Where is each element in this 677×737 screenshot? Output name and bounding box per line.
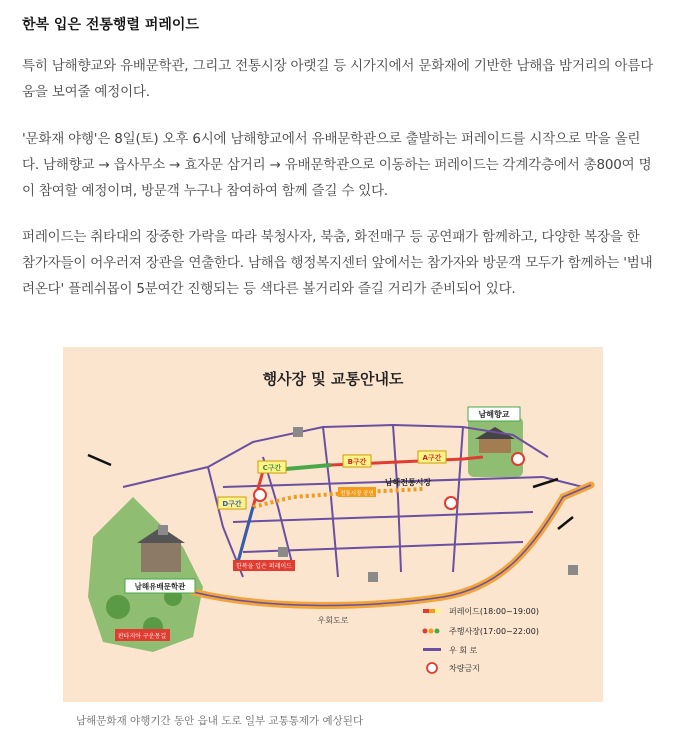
svg-text:C구간: C구간: [262, 464, 282, 472]
svg-text:한복을 입은 퍼레이드: 한복을 입은 퍼레이드: [236, 563, 292, 570]
event-traffic-map: [63, 347, 603, 702]
zone-a-tag: [418, 451, 446, 463]
stage-main-tag: [233, 560, 295, 571]
legend-noentry: 차량금지: [449, 664, 480, 673]
zone-b-tag: [343, 455, 371, 467]
legend-detour: 우 회 로: [449, 646, 478, 655]
article-heading: 한복 입은 전통행렬 퍼레이드: [22, 17, 199, 33]
hyanggyo-label: [468, 407, 520, 421]
svg-text:판타지아 구운몽길: 판타지아 구운몽길: [117, 633, 167, 640]
yubae-building-icon: [141, 542, 181, 572]
yubae-label: [125, 579, 195, 593]
bypass-road-label: 우회도로: [317, 616, 349, 625]
article-paragraph-2: '문화재 야행'은 8일(토) 오후 6시에 남해향교에서 유배문학관으로 출발하는 퍼레이드를 시작으로 막을 올린다. 남해향교 → 읍사무소 → 효자문 삼거리 → 유배문학관으로 이동하는 퍼레이드는 각계각층에서 총800여 명이 참여할 예정이며, 방문객 누구나 참여하여 함께 즐길 수 있다.: [22, 131, 652, 199]
article-paragraph-3: 퍼레이드는 취타대의 장중한 가락을 따라 북청사자, 북춤, 화전매구 등 공연패가 함께하고, 다양한 복장을 한 참가자들이 어우러져 장관을 연출한다. 남해읍 행정복지센터 앞에서는 참가자와 방문객 모두가 함께하는 '범내려온다' 플레쉬몹이 5분여간 진행되는 등 색다른 볼거리와 즐길 거리가 준비되어 있다.: [22, 229, 653, 297]
svg-text:A구간: A구간: [422, 454, 442, 462]
svg-text:D구간: D구간: [222, 500, 242, 508]
stage-fantasy-tag: [115, 629, 170, 641]
svg-text:B구간: B구간: [347, 458, 367, 466]
svg-text:남해유배문학관: 남해유배문학관: [134, 582, 186, 591]
svg-text:전통시장 공연: 전통시장 공연: [340, 491, 374, 497]
zone-c-tag: [258, 461, 286, 473]
stage-market-tag: [338, 487, 376, 497]
figure-caption: 남해문화재 야행기간 동안 읍내 도로 일부 교통통제가 예상된다: [76, 715, 364, 727]
map-title: 행사장 및 교통안내도: [262, 370, 404, 388]
article-paragraph-1: 특히 남해향교와 유배문학관, 그리고 전통시장 아랫길 등 시가지에서 문화재에 기반한 남해읍 밤거리의 아름다움을 보여줄 예정이다.: [22, 58, 654, 100]
legend-venue: 주행사장(17:00~22:00): [449, 627, 539, 636]
zone-d-tag: [218, 497, 246, 509]
svg-text:남해향교: 남해향교: [478, 410, 510, 419]
legend-parade: 퍼레이드(18:00~19:00): [449, 607, 539, 616]
svg-text:남해전통시장: 남해전통시장: [384, 478, 432, 487]
market-label: [385, 477, 432, 487]
